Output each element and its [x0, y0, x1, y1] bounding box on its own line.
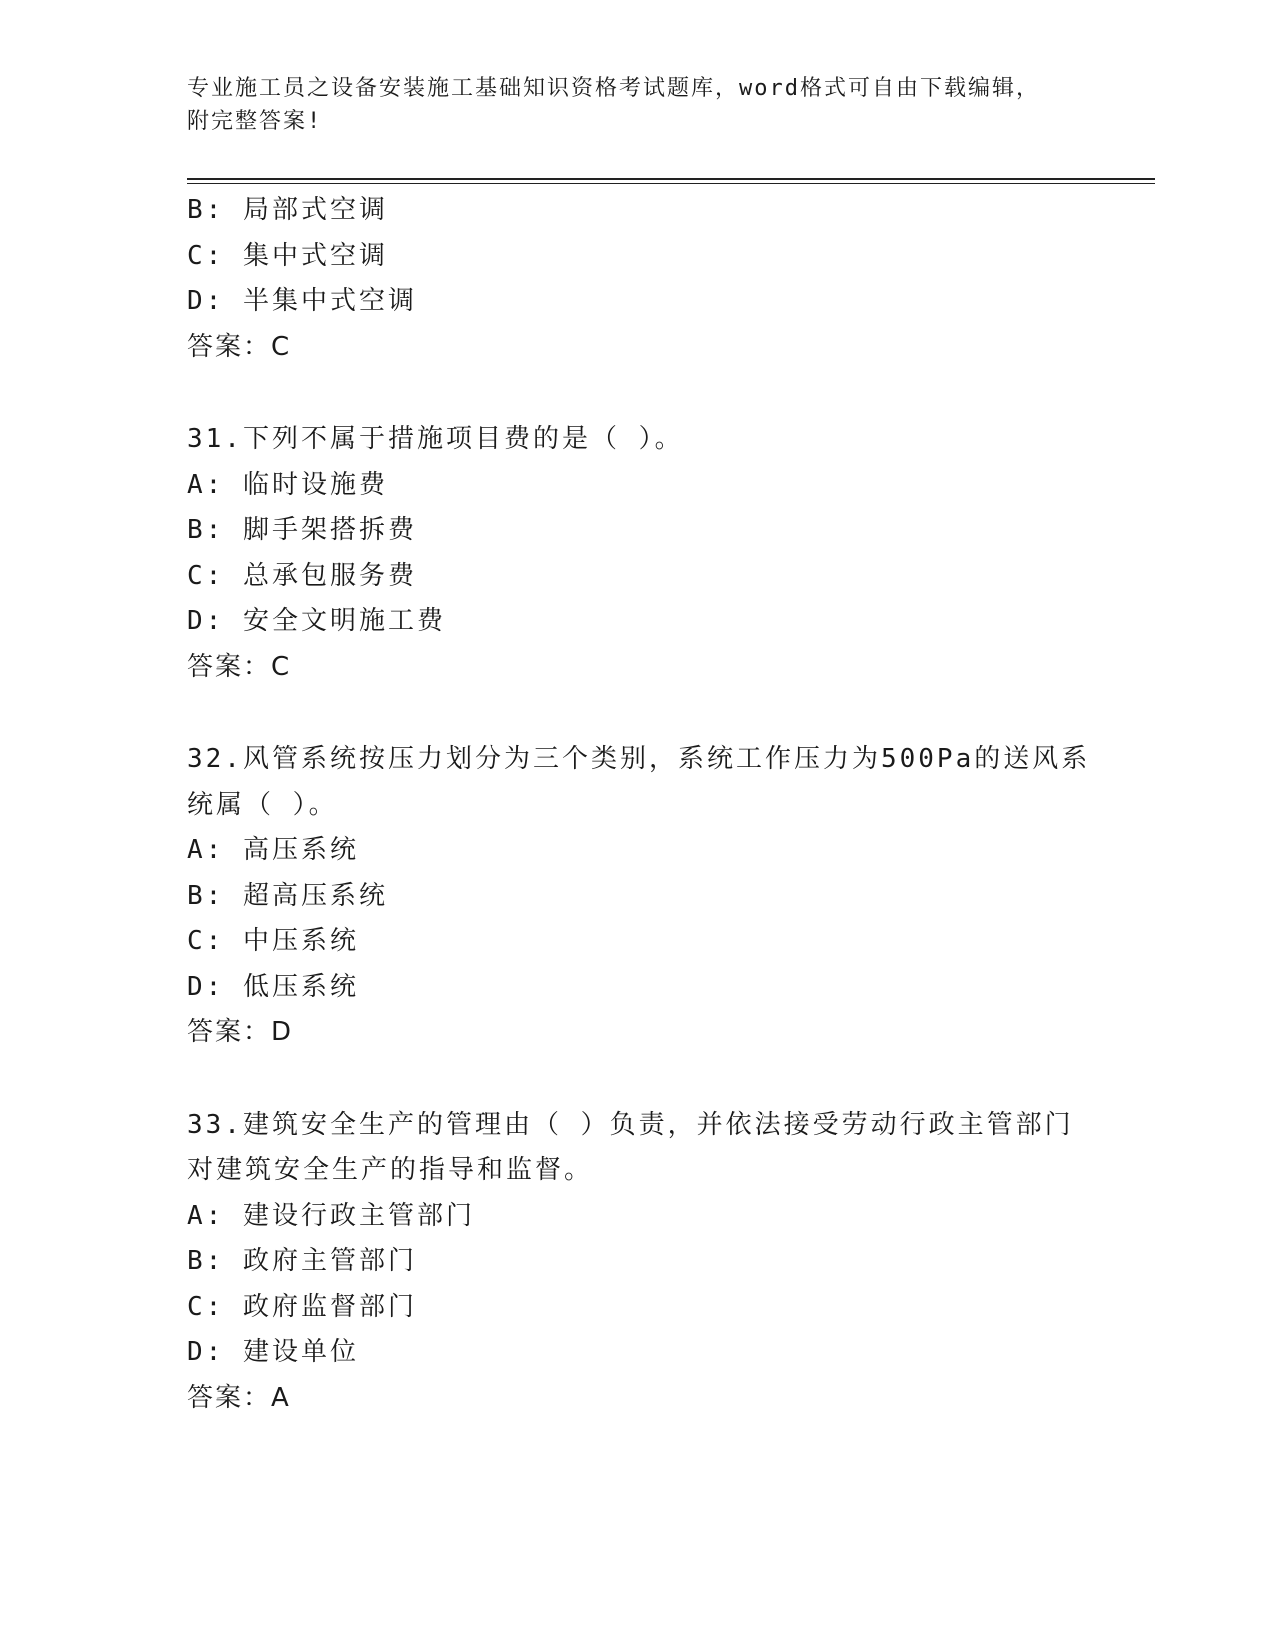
answer-line: 答案：C	[187, 331, 292, 362]
option-c: C: 中压系统	[187, 926, 359, 956]
question-title	[187, 417, 1067, 463]
question-31	[187, 417, 1087, 690]
answer-line: 答案：C	[187, 651, 292, 682]
question-title-line: 32.风管系统按压力划分为三个类别，系统工作压力为500Pa的送风系	[187, 744, 1091, 774]
option-a: A: 临时设施费	[187, 469, 388, 500]
header-text-line-2: 附完整答案!	[187, 109, 323, 134]
option-b: B: 脚手架搭拆费	[187, 515, 417, 545]
header-divider-bottom	[187, 183, 1155, 184]
option-d: D: 建设单位	[187, 1337, 359, 1367]
header-text-line-1: 专业施工员之设备安装施工基础知识资格考试题库，word格式可自由下载编辑，	[187, 76, 1040, 101]
question-title-line: 31.下列不属于措施项目费的是（ ）。	[187, 424, 684, 454]
question-title	[187, 737, 1091, 828]
answer-line: 答案：A	[187, 1382, 291, 1413]
question-list	[187, 188, 1091, 1421]
option-d: D: 低压系统	[187, 971, 359, 1002]
question-title	[187, 1103, 1074, 1194]
option-b: B: 局部式空调	[187, 195, 388, 225]
question-title-line: 对建筑安全生产的指导和监督。	[187, 1155, 594, 1185]
option-c: C: 总承包服务费	[187, 560, 417, 591]
question-32	[187, 737, 1091, 1056]
question-title-line: 33.建筑安全生产的管理由（ ）负责，并依法接受劳动行政主管部门	[187, 1109, 1074, 1140]
answer-line: 答案：D	[187, 1017, 294, 1047]
header-divider-top	[187, 178, 1155, 180]
question-33	[187, 1103, 1087, 1422]
option-b: B: 超高压系统	[187, 880, 388, 911]
question-carryover	[187, 188, 1087, 370]
option-a: A: 建设行政主管部门	[187, 1200, 475, 1231]
document-header	[187, 72, 1067, 138]
option-a: A: 高压系统	[187, 835, 359, 865]
question-title-line: 统属（ ）。	[187, 789, 338, 820]
option-c: C: 集中式空调	[187, 240, 388, 271]
option-b: B: 政府主管部门	[187, 1246, 417, 1276]
option-d: D: 安全文明施工费	[187, 606, 446, 636]
option-c: C: 政府监督部门	[187, 1291, 417, 1322]
option-d: D: 半集中式空调	[187, 286, 417, 316]
